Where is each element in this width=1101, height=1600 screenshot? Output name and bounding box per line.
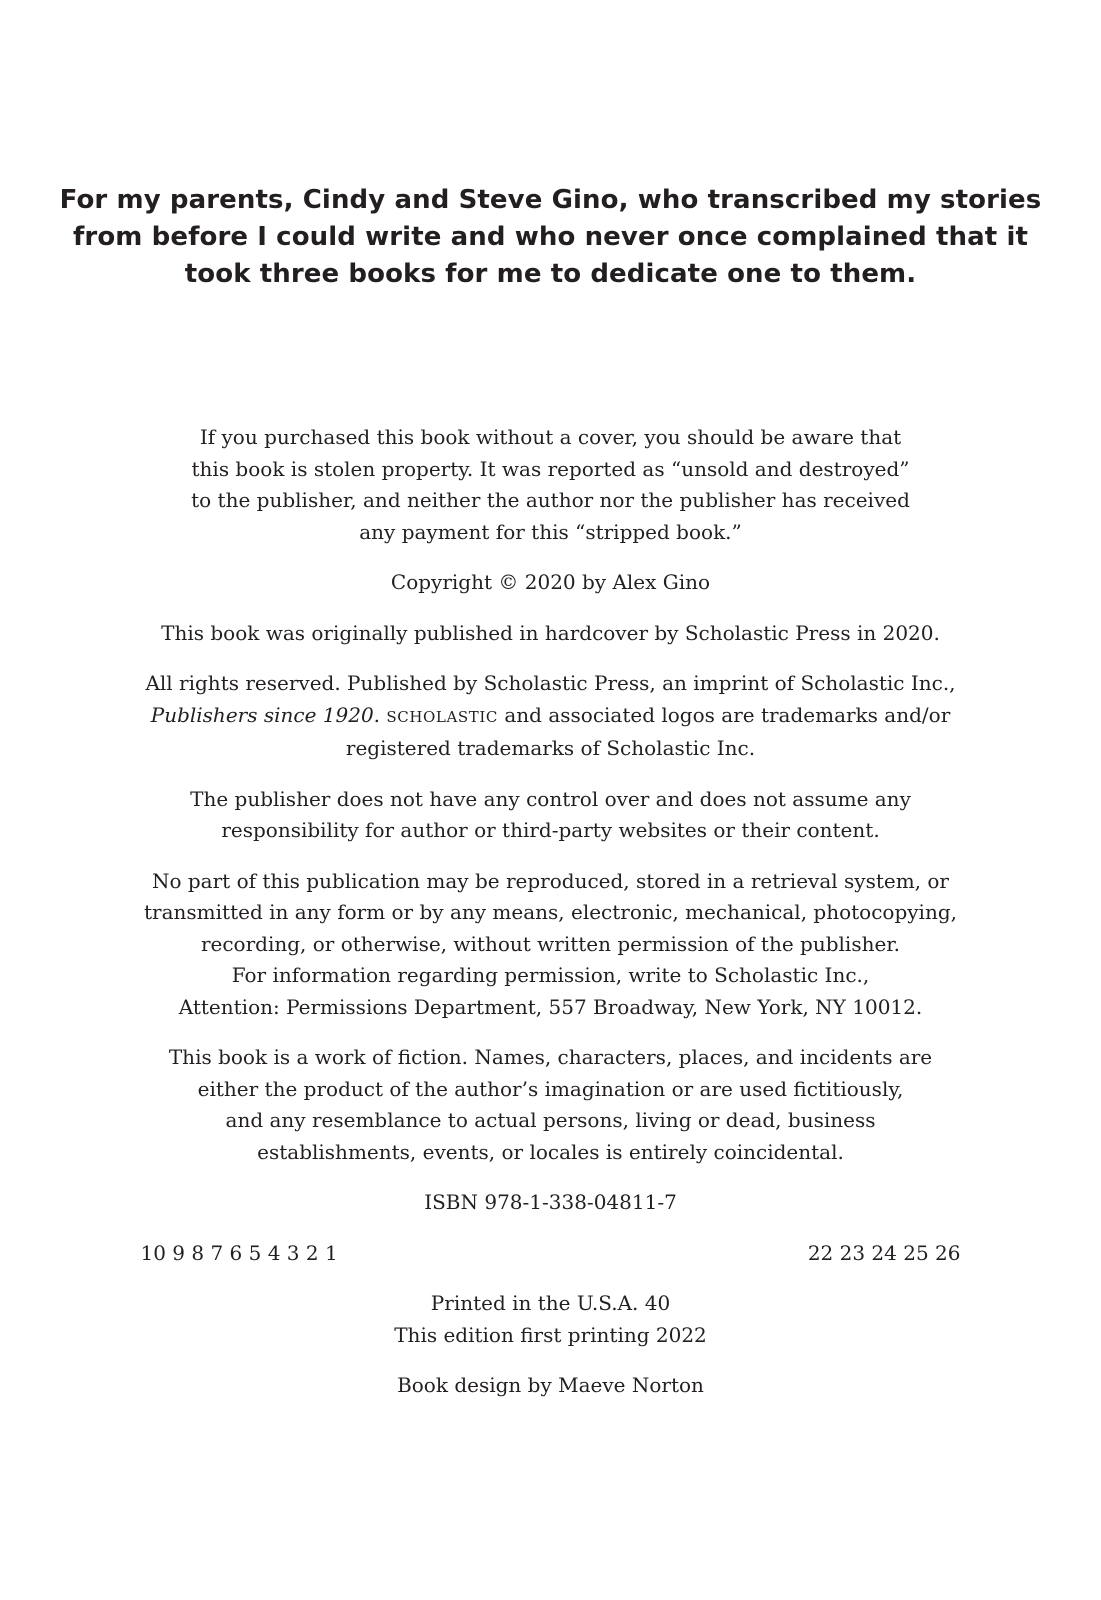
reproduction-notice: No part of this publication may be reproduced, stored in a retrieval system, or transmitted in any form or by any means, electronic, mechanical, photocopying, recording, or otherwise, without written permission of the publisher. For information regarding permission, write to Scholastic Inc., Attention: Permissions Department, 557 Broadway, New York, NY 10012. [144,868,957,1019]
isbn: ISBN 978-1-338-04811-7 [424,1190,677,1214]
dedication-line: took three books for me to dedicate one to them. [184,259,917,289]
fiction-disclaimer: This book is a work of fiction. Names, characters, places, and incidents are either the product of the author’s imagination or are used fictitiously, and any resemblance to actual persons, living or dead, business establishments, events, or locales is entirely coincidental. [168,1045,933,1164]
publishers-since: Publishers since 1920. [150,702,381,727]
printing-numbers [141,1238,961,1270]
dedication-line: from before I could write and who never once complained that it [72,222,1028,252]
design-credit: Book design by Maeve Norton [397,1373,704,1397]
print-run-numbers: 10 9 8 7 6 5 4 3 2 1 [140,1240,338,1265]
websites-disclaimer: The publisher does not have any control over and does not assume any responsibility for author or third-party websites or their content. [190,786,911,842]
rights-notice: All rights reserved. Published by Scholastic Press, an imprint of Scholastic Inc., Publishers since 1920. SCHOLASTIC and associated logos are trademarks and/or registered trademarks of Scholastic Inc. [0,668,1101,765]
year-numbers: 22 23 24 25 26 [807,1240,961,1265]
dedication [0,182,1101,293]
dedication-line: For my parents, Cindy and Steve Gino, who transcribed my stories [59,185,1042,215]
printing-info: Printed in the U.S.A. 40 This edition first printing 2022 [394,1291,707,1347]
rights-line-2: Publishers since 1920. SCHOLASTIC and associated logos are trademarks and/or [150,702,951,727]
scholastic-trademark: SCHOLASTIC [386,707,498,726]
copyright-line: Copyright © 2020 by Alex Gino [390,570,711,594]
original-publication-note: This book was originally published in hardcover by Scholastic Press in 2020. [161,620,940,645]
stripped-book-notice: If you purchased this book without a cover, you should be aware that this book is stolen property. It was reported as “unsold and destroyed” to the publisher, and neither the author nor the publisher has received any payment for this “stripped book.” [191,425,910,544]
copyright-page [0,422,1101,1421]
